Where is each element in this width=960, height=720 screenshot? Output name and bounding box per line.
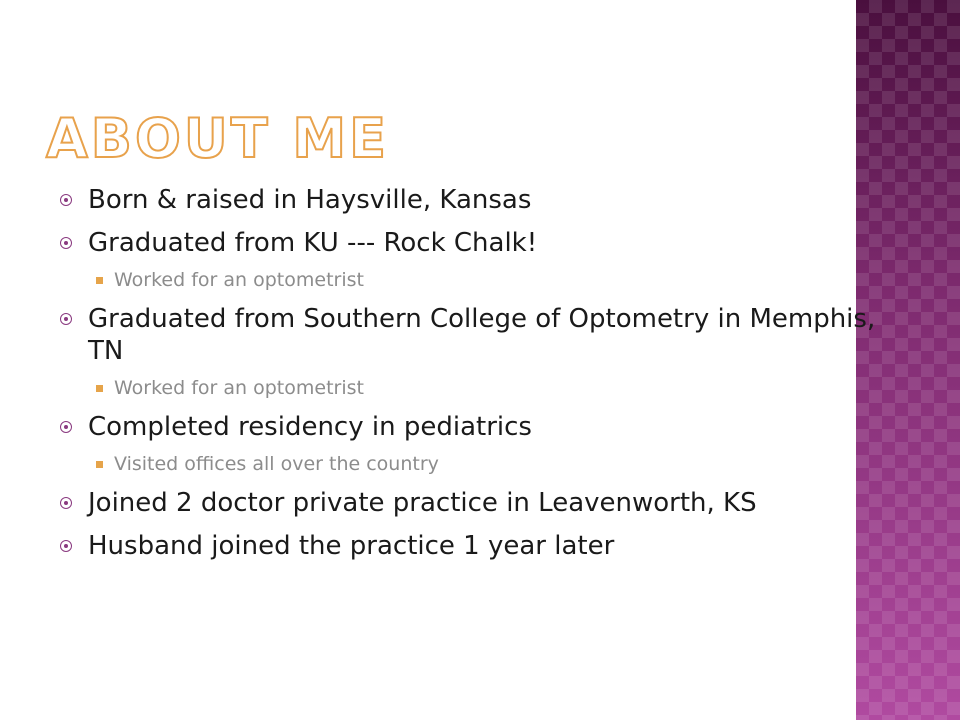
circle-bullet-icon (60, 497, 72, 509)
bullet-list (60, 184, 890, 562)
sub-bullet-text: Visited offices all over the country (114, 453, 439, 475)
bullet-item (60, 303, 890, 367)
bullet-item (60, 487, 890, 519)
sub-bullet-text: Worked for an optometrist (114, 377, 364, 399)
bullet-text: Joined 2 doctor private practice in Leavenworth, KS (88, 488, 757, 518)
slide-title: ABOUT ME (46, 107, 389, 170)
square-bullet-icon (96, 385, 103, 392)
sub-bullet-item (60, 268, 890, 292)
circle-bullet-icon (60, 540, 72, 552)
circle-bullet-icon (60, 421, 72, 433)
bullet-text: Husband joined the practice 1 year later (88, 531, 615, 561)
bullet-text: Completed residency in pediatrics (88, 412, 532, 442)
sub-bullet-item (60, 452, 890, 476)
bullet-text: Graduated from KU --- Rock Chalk! (88, 228, 538, 258)
sub-bullet-item (60, 376, 890, 400)
bullet-text: Born & raised in Haysville, Kansas (88, 185, 532, 215)
bullet-item (60, 184, 890, 216)
bullet-item (60, 227, 890, 259)
square-bullet-icon (96, 277, 103, 284)
sub-bullet-text: Worked for an optometrist (114, 269, 364, 291)
bullet-item (60, 411, 890, 443)
circle-bullet-icon (60, 237, 72, 249)
circle-bullet-icon (60, 194, 72, 206)
bullet-item (60, 530, 890, 562)
circle-bullet-icon (60, 313, 72, 325)
square-bullet-icon (96, 461, 103, 468)
bullet-text: Graduated from Southern College of Optometry in Memphis, TN (88, 304, 876, 366)
